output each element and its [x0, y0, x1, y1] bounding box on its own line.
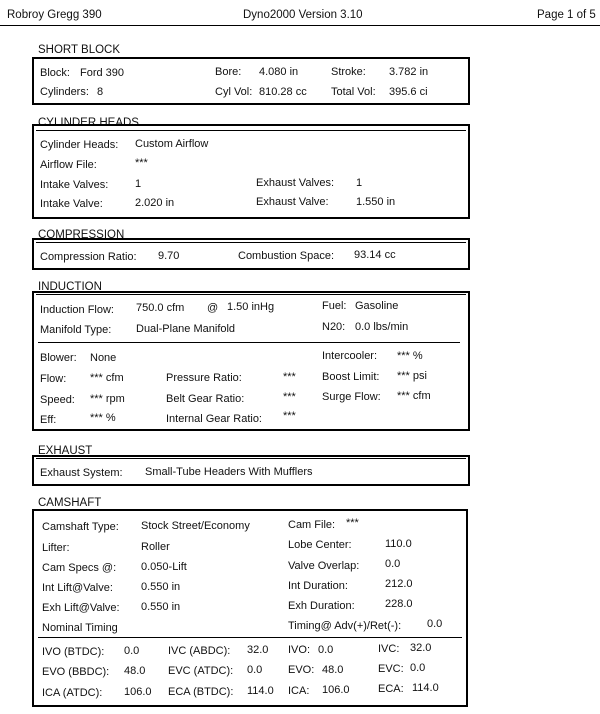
cam-specs-value: 0.050-Lift	[141, 561, 187, 573]
eff-value: *** %	[90, 412, 116, 424]
surge-flow-label: Surge Flow:	[322, 391, 381, 403]
ivo-adj-label: IVO:	[288, 644, 311, 656]
speed-value: *** rpm	[90, 393, 125, 405]
app-version: Dyno2000 Version 3.10	[243, 9, 363, 21]
compression-ratio-label: Compression Ratio:	[40, 251, 137, 263]
intercooler-label: Intercooler:	[322, 350, 378, 362]
induction-depression-value: 1.50 inHg	[227, 301, 275, 313]
timing-label: Timing@ Adv(+)/Ret(-):	[288, 620, 402, 632]
surge-flow-value: *** cfm	[397, 390, 431, 402]
induction-flow-label: Induction Flow:	[40, 304, 114, 316]
camshaft-title: CAMSHAFT	[38, 497, 102, 509]
int-lift-label: Int Lift@Valve:	[42, 582, 113, 594]
eca-value: 114.0	[247, 685, 274, 697]
boost-limit-value: *** psi	[397, 370, 427, 382]
eff-label: Eff:	[40, 414, 57, 426]
boost-limit-label: Boost Limit:	[322, 371, 380, 383]
cam-file-label: Cam File:	[288, 519, 336, 531]
exh-duration-label: Exh Duration:	[288, 600, 355, 612]
nominal-timing-label: Nominal Timing	[42, 622, 118, 634]
ica-label: ICA (ATDC):	[42, 687, 103, 699]
intake-valve-label: Intake Valve:	[40, 198, 103, 210]
evc-adj-value: 0.0	[410, 662, 426, 674]
ivc-label: IVC (ABDC):	[168, 645, 231, 657]
exhaust-valves-value: 1	[356, 177, 363, 189]
exhaust-system-label: Exhaust System:	[40, 467, 123, 479]
evo-label: EVO (BBDC):	[42, 666, 110, 678]
manifold-label: Manifold Type:	[40, 324, 112, 336]
int-duration-value: 212.0	[385, 578, 413, 590]
stroke-value: 3.782 in	[389, 66, 429, 78]
intake-valve-value: 2.020 in	[135, 197, 175, 209]
ivo-label: IVO (BTDC):	[42, 646, 105, 658]
exhaust-system-value: Small-Tube Headers With Mufflers	[145, 466, 313, 478]
evc-value: 0.0	[247, 664, 263, 676]
intake-valves-label: Intake Valves:	[40, 179, 109, 191]
lobe-center-label: Lobe Center:	[288, 539, 352, 551]
induction-at: @	[207, 302, 219, 314]
internal-ratio-value: ***	[283, 410, 296, 422]
short-block-title: SHORT BLOCK	[38, 44, 121, 56]
exhaust-valve-label: Exhaust Valve:	[256, 196, 329, 208]
evc-adj-label: EVC:	[378, 663, 404, 675]
bore-value: 4.080 in	[259, 66, 299, 78]
belt-ratio-value: ***	[283, 391, 296, 403]
report-owner: Robroy Gregg 390	[7, 9, 102, 21]
block-value: Ford 390	[80, 67, 125, 79]
exh-duration-value: 228.0	[385, 598, 413, 610]
evo-adj-label: EVO:	[288, 664, 315, 676]
page-number: Page 1 of 5	[537, 9, 596, 21]
lifter-value: Roller	[141, 541, 170, 553]
cylinder-heads-title: CYLINDER HEADS	[38, 117, 139, 129]
evo-value: 48.0	[124, 665, 146, 677]
exhaust-valves-label: Exhaust Valves:	[256, 177, 335, 189]
cam-specs-label: Cam Specs @:	[42, 562, 117, 574]
bore-label: Bore:	[215, 66, 242, 78]
totalvol-value: 395.6 ci	[389, 86, 428, 98]
belt-ratio-label: Belt Gear Ratio:	[166, 393, 245, 405]
speed-label: Speed:	[40, 394, 75, 406]
eca-adj-value: 114.0	[412, 682, 439, 694]
ivc-value: 32.0	[247, 644, 269, 656]
timing-value: 0.0	[427, 618, 443, 630]
int-duration-label: Int Duration:	[288, 580, 348, 592]
blower-flow-value: *** cfm	[90, 372, 124, 384]
stroke-label: Stroke:	[331, 66, 366, 78]
ica-adj-value: 106.0	[322, 684, 350, 696]
blower-label: Blower:	[40, 352, 77, 364]
lifter-label: Lifter:	[42, 542, 70, 554]
ivc-adj-value: 32.0	[410, 642, 432, 654]
pressure-ratio-value: ***	[283, 371, 296, 383]
cylinders-label: Cylinders:	[40, 86, 89, 98]
cylvol-value: 810.28 cc	[259, 86, 307, 98]
evo-adj-value: 48.0	[322, 664, 344, 676]
induction-divider	[38, 342, 460, 343]
cam-file-value: ***	[346, 517, 359, 529]
cylvol-label: Cyl Vol:	[215, 86, 253, 98]
ica-adj-label: ICA:	[288, 685, 310, 697]
eca-label: ECA (BTDC):	[168, 686, 234, 698]
lobe-center-value: 110.0	[385, 538, 412, 550]
internal-ratio-label: Internal Gear Ratio:	[166, 413, 262, 425]
cam-type-label: Camshaft Type:	[42, 521, 119, 533]
fuel-label: Fuel:	[322, 300, 347, 312]
blower-value: None	[90, 352, 117, 364]
ica-value: 106.0	[124, 686, 152, 698]
valve-overlap-label: Valve Overlap:	[288, 560, 360, 572]
cam-type-value: Stock Street/Economy	[141, 520, 250, 532]
evc-label: EVC (ATDC):	[168, 665, 234, 677]
intercooler-value: *** %	[397, 350, 423, 362]
header-rule	[0, 25, 600, 26]
totalvol-label: Total Vol:	[331, 86, 376, 98]
pressure-ratio-label: Pressure Ratio:	[166, 372, 242, 384]
combustion-space-label: Combustion Space:	[238, 250, 334, 262]
exhaust-title: EXHAUST	[38, 445, 93, 457]
ivc-adj-label: IVC:	[378, 643, 400, 655]
eca-adj-label: ECA:	[378, 683, 404, 695]
intake-valves-value: 1	[135, 178, 142, 190]
exh-lift-value: 0.550 in	[141, 601, 181, 613]
block-label: Block:	[40, 67, 70, 79]
exhaust-valve-value: 1.550 in	[356, 196, 396, 208]
fuel-value: Gasoline	[355, 300, 399, 312]
n20-label: N20:	[322, 321, 346, 333]
ivo-value: 0.0	[124, 645, 140, 657]
int-lift-value: 0.550 in	[141, 581, 181, 593]
induction-title: INDUCTION	[38, 281, 102, 293]
camshaft-divider	[38, 637, 462, 638]
compression-ratio-value: 9.70	[158, 250, 180, 262]
blower-flow-label: Flow:	[40, 373, 67, 385]
valve-overlap-value: 0.0	[385, 558, 401, 570]
combustion-space-value: 93.14 cc	[354, 249, 396, 261]
heads-value: Custom Airflow	[135, 138, 209, 150]
heads-label: Cylinder Heads:	[40, 139, 119, 151]
exh-lift-label: Exh Lift@Valve:	[42, 602, 120, 614]
airflow-value: ***	[135, 157, 148, 169]
cylinders-value: 8	[97, 86, 104, 98]
manifold-value: Dual-Plane Manifold	[136, 323, 236, 335]
compression-title: COMPRESSION	[38, 229, 125, 241]
induction-flow-value: 750.0 cfm	[136, 302, 185, 314]
ivo-adj-value: 0.0	[318, 644, 334, 656]
airflow-label: Airflow File:	[40, 159, 97, 171]
n20-value: 0.0 lbs/min	[355, 321, 409, 333]
